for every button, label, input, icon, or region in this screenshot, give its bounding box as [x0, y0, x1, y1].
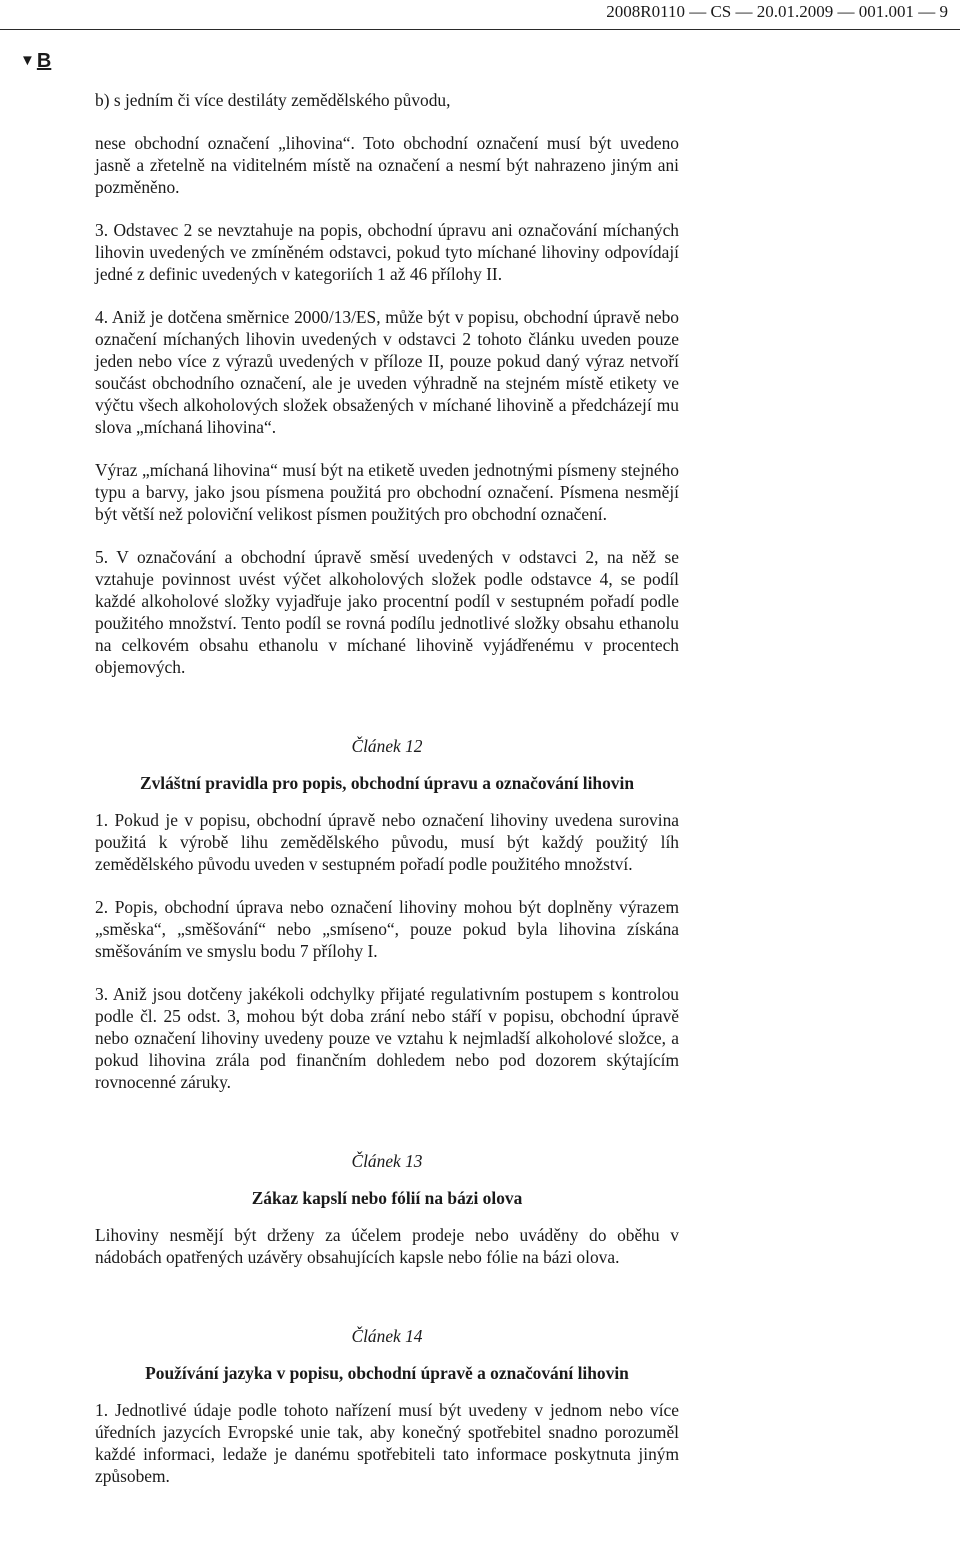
article-12-paragraph-1: 1. Pokud je v popisu, obchodní úpravě nebo označení lihoviny uvedena surovina použitá k výrobě lihu zemědělského původu, musí být každý použitý líh zemědělského původu uveden v sestupném pořadí podle použitého množství.: [95, 810, 679, 874]
article-12-paragraph-3: 3. Aniž jsou dotčeny jakékoli odchylky přijaté regulativním postupem s kontrolou podle čl. 25 odst. 3, mohou být doba zrání nebo stáří v popisu, obchodní úpravě nebo označení lihoviny uvedeny pouze ve vztahu k nejmladší alkoholové složce, a pokud lihovina zrála pod finančním dohledem nebo pod dozorem skýtajícím rovnocenné záruky.: [95, 984, 679, 1092]
paragraph-b: b) s jedním či více destiláty zemědělského původu,: [95, 90, 451, 110]
article-12-paragraph-2: 2. Popis, obchodní úprava nebo označení lihoviny mohou být doplněny výrazem „směska“, „směšování“ nebo „smíseno“, pouze pokud byla lihovina získána směšováním ve smyslu bodu 7 přílohy I.: [95, 897, 679, 961]
article-13-title: Zákaz kapslí nebo fólií na bázi olova: [251, 1188, 523, 1208]
document-body: [95, 89, 679, 1487]
amendment-marker: [20, 50, 51, 73]
article-13-number: Článek 13: [351, 1151, 423, 1171]
paragraph-4: 4. Aniž je dotčena směrnice 2000/13/ES, může být v popisu, obchodní úpravě nebo označení míchaných lihovin uvedených v odstavci 2 tohoto článku uveden pouze jeden nebo více z výrazů uvedených v příloze II, pouze pokud daný výraz netvoří součást obchodního označení, ale je uveden výhradně na stejném místě etikety ve výčtu všech alkoholových složek obsažených v míchané lihovině a předcházejí mu slova „míchaná lihovina“.: [95, 307, 679, 437]
paragraph-nese: nese obchodní označení „lihovina“. Toto obchodní označení musí být uvedeno jasně a zřetelně na viditelném místě na označení a nesmí být nahrazeno jiným ani pozměněno.: [95, 133, 679, 197]
article-13-paragraph: Lihoviny nesmějí být drženy za účelem prodeje nebo uváděny do oběhu v nádobách opatřených uzávěry obsahujících kapsle nebo fólie na bázi olova.: [95, 1225, 679, 1267]
paragraph-5: 5. V označování a obchodní úpravě směsí uvedených v odstavci 2, na něž se vztahuje povinnost uvést výčet alkoholových složek podle odstavce 4, se podíl každé alkoholové složky vyjadřuje jako procentní podíl v sestupném pořadí podle použitého množství. Tento podíl se rovná podílu jednotlivé složky obsahu ethanolu na celkovém obsahu ethanolu v míchané lihovině vyjádřenému v procentech objemových.: [95, 547, 679, 677]
document-header: 2008R0110 — CS — 20.01.2009 — 001.001 — 9: [606, 2, 948, 21]
article-14-paragraph-1: 1. Jednotlivé údaje podle tohoto nařízení musí být uvedeny v jednom nebo více úředních jazycích Evropské unie tak, aby konečný spotřebitel snadno porozuměl každé informaci, ledaže je danému spotřebiteli tato informace poskytnuta jiným způsobem.: [95, 1400, 679, 1486]
header-divider: [0, 29, 960, 30]
article-14-number: Článek 14: [351, 1326, 423, 1346]
paragraph-4-continued: Výraz „míchaná lihovina“ musí být na etiketě uveden jednotnými písmeny stejného typu a barvy, jako jsou písmena použitá pro obchodní označení. Písmena nesmějí být větší než poloviční velikost písmen použitých pro obchodní označení.: [95, 460, 679, 524]
article-14-title: Používání jazyka v popisu, obchodní úpravě a označování lihovin: [145, 1363, 629, 1383]
triangle-down-icon: ▼: [20, 52, 35, 69]
article-12-title: Zvláštní pravidla pro popis, obchodní úpravu a označování lihovin: [139, 773, 634, 793]
amendment-marker-label: B: [36, 50, 52, 72]
paragraph-3: 3. Odstavec 2 se nevztahuje na popis, obchodní úpravu ani označování míchaných lihovin uvedených ve zmíněném odstavci, pokud tyto míchané lihoviny odpovídají jedné z definic uvedených v kategoriích 1 až 46 přílohy II.: [95, 220, 679, 284]
article-12-number: Článek 12: [351, 736, 423, 756]
